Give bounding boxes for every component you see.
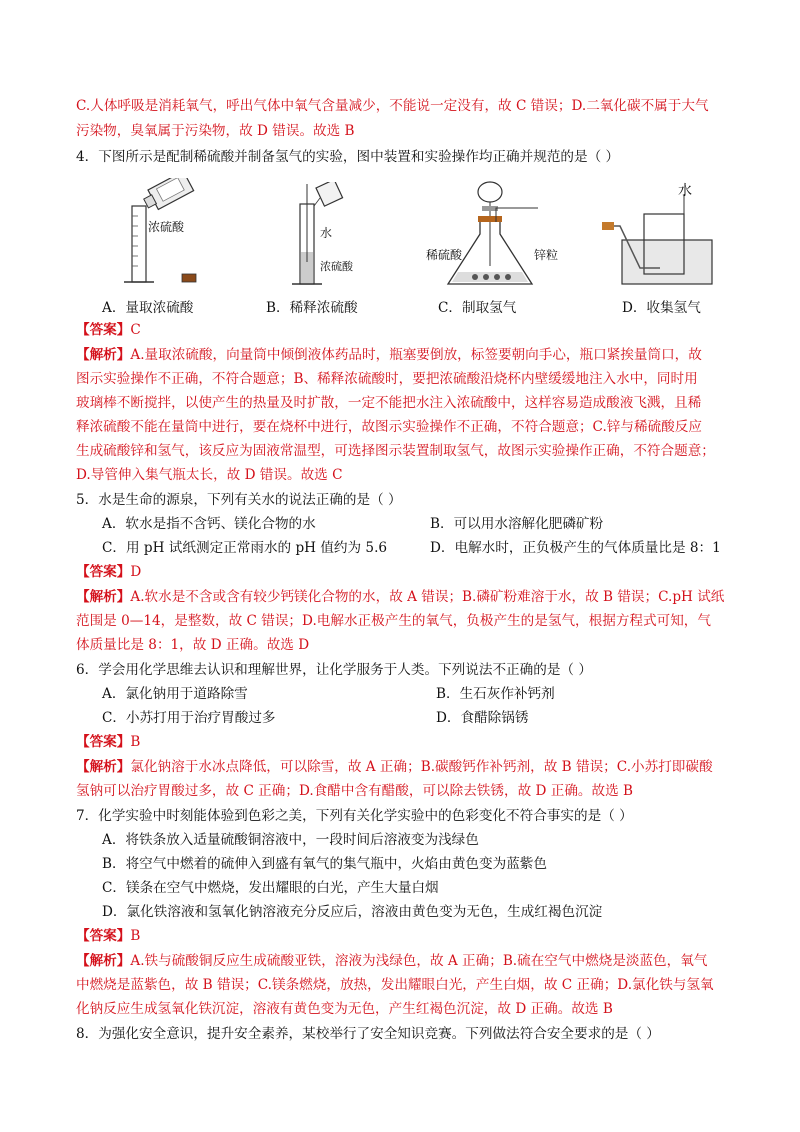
figure-produce-hydrogen <box>420 178 570 294</box>
analysis-line: 玻璃棒不断搅拌，以使产生的热量及时扩散，一定不能把水注入浓硫酸中，这样容易造成酸液飞溅，且稀 <box>76 395 702 411</box>
label-conc-acid: 浓硫酸 <box>148 220 185 234</box>
answer-value: C <box>130 322 141 338</box>
label-zinc: 锌粒 <box>534 248 559 262</box>
label-water-d: 水 <box>678 183 692 199</box>
answer-tag: 【答案】 <box>76 322 131 338</box>
analysis-line: D.导管伸入集气瓶太长，故 D 错误。故选 C <box>76 467 343 483</box>
analysis-line: 氢钠可以治疗胃酸过多，故 C 正确；D.食醋中含有醋酸，可以除去铁锈，故 D 正确。故选 B <box>76 783 634 799</box>
answer-tag: 【答案】 <box>76 928 131 944</box>
answer-tag: 【答案】 <box>76 564 131 580</box>
analysis-text: A.软水是不含或含有较少钙镁化合物的水，故 A 错误；B.磷矿粉难溶于水，故 B 错误；C.pH 试纸 <box>130 589 725 605</box>
option-a: A．量取浓硫酸 <box>102 300 194 316</box>
question-8-stem: 8．为强化安全意识，提升安全素养，某校举行了安全知识竞赛。下列做法符合安全要求的是（ ） <box>76 1026 660 1042</box>
answer-line <box>76 732 140 752</box>
analysis-text: A.量取浓硫酸，向量筒中倾倒液体药品时，瓶塞要倒放，标签要朝向手心，瓶口紧挨量筒口，故 <box>130 347 702 363</box>
analysis-line <box>76 757 713 777</box>
figure-collect-hydrogen <box>600 178 720 294</box>
option-d: D．氯化铁溶液和氢氧化钠溶液充分反应后，溶液由黄色变为无色，生成红褐色沉淀 <box>102 904 603 920</box>
analysis-line: 生成硫酸锌和氢气，该反应为固液常温型，可选择图示装置制取氢气，故图示实验操作正确，不符合题意； <box>76 443 715 459</box>
analysis-text: A.铁与硫酸铜反应生成硫酸亚铁，溶液为浅绿色，故 A 正确；B.硫在空气中燃烧是淡蓝色，氧气 <box>130 953 708 969</box>
option-a: A．氯化钠用于道路除雪 <box>102 686 248 702</box>
analysis-line: C.人体呼吸是消耗氧气，呼出气体中氧气含量减少，不能说一定没有，故 C 错误；D.二氧化碳不属于大气 <box>76 98 709 114</box>
answer-value: D <box>130 564 142 580</box>
answer-line <box>76 320 141 340</box>
label-dilute-acid: 稀硫酸 <box>426 248 463 262</box>
label-conc-acid-b: 浓硫酸 <box>320 260 353 273</box>
option-a: A．软水是指不含钙、镁化合物的水 <box>102 516 316 532</box>
answer-tag: 【答案】 <box>76 734 131 750</box>
analysis-line <box>76 345 702 365</box>
figure-dilute-conc-acid <box>290 182 370 292</box>
option-c: C．制取氢气 <box>438 300 517 316</box>
option-b: B．将空气中燃着的硫伸入到盛有氧气的集气瓶中，火焰由黄色变为蓝紫色 <box>102 856 547 872</box>
answer-value: B <box>130 928 141 944</box>
option-d: D．电解水时，正负极产生的气体质量比是 8：1 <box>430 540 721 556</box>
analysis-line: 图示实验操作不正确，不符合题意；B、稀释浓硫酸时，要把浓硫酸沿烧杯内壁缓缓地注入水中，同时用 <box>76 371 698 387</box>
analysis-line: 化钠反应生成氢氧化铁沉淀，溶液有黄色变为无色，产生红褐色沉淀，故 D 正确。故选 B <box>76 1001 613 1017</box>
option-b: B．生石灰作补钙剂 <box>436 686 555 702</box>
analysis-tag: 【解析】 <box>76 347 131 363</box>
analysis-line: 中燃烧是蓝紫色，故 B 错误；C.镁条燃烧，放热，发出耀眼白光，产生白烟，故 C 正确；D.氯化铁与氢氧 <box>76 977 714 993</box>
option-d: D．收集氢气 <box>622 300 701 316</box>
answer-value: B <box>130 734 141 750</box>
analysis-tag: 【解析】 <box>76 589 131 605</box>
option-c: C．镁条在空气中燃烧，发出耀眼的白光，产生大量白烟 <box>102 880 439 896</box>
answer-line <box>76 926 140 946</box>
figure-measure-conc-acid <box>118 178 228 290</box>
answer-line <box>76 562 141 582</box>
option-b: B．稀释浓硫酸 <box>266 300 358 316</box>
analysis-tag: 【解析】 <box>76 953 131 969</box>
label-water: 水 <box>320 226 333 240</box>
question-5-stem: 5．水是生命的源泉，下列有关水的说法正确的是（ ） <box>76 492 402 508</box>
option-b: B．可以用水溶解化肥磷矿粉 <box>430 516 604 532</box>
option-c: C．小苏打用于治疗胃酸过多 <box>102 710 276 726</box>
option-d: D．食醋除锅锈 <box>436 710 529 726</box>
question-7-stem: 7．化学实验中时刻能体验到色彩之美，下列有关化学实验中的色彩变化不符合事实的是（ ） <box>76 808 633 824</box>
question-6-stem: 6．学会用化学思维去认识和理解世界，让化学服务于人类。下列说法不正确的是（ ） <box>76 662 592 678</box>
analysis-line <box>76 951 707 971</box>
analysis-line: 范围是 0—14，是整数，故 C 错误；D.电解水正极产生的氧气，负极产生的是氢气，根据方程式可知，气 <box>76 613 711 629</box>
question-4-stem: 4．下图所示是配制稀硫酸并制备氢气的实验，图中装置和实验操作均正确并规范的是（ ） <box>76 149 620 165</box>
analysis-tag: 【解析】 <box>76 759 131 775</box>
analysis-line: 释浓硫酸不能在量筒中进行，要在烧杯中进行，故图示实验操作不正确，不符合题意；C.锌与稀硫酸反应 <box>76 419 702 435</box>
analysis-line: 体质量比是 8：1，故 D 正确。故选 D <box>76 637 310 653</box>
option-c: C．用 pH 试纸测定正常雨水的 pH 值约为 5.6 <box>102 540 388 556</box>
analysis-line <box>76 587 724 607</box>
analysis-line: 污染物，臭氧属于污染物，故 D 错误。故选 B <box>76 123 355 139</box>
option-a: A．将铁条放入适量硫酸铜溶液中，一段时间后溶液变为浅绿色 <box>102 832 479 848</box>
analysis-text: 氯化钠溶于水冰点降低，可以除雪，故 A 正确；B.碳酸钙作补钙剂，故 B 错误；C.小苏打即碳酸 <box>130 759 713 775</box>
